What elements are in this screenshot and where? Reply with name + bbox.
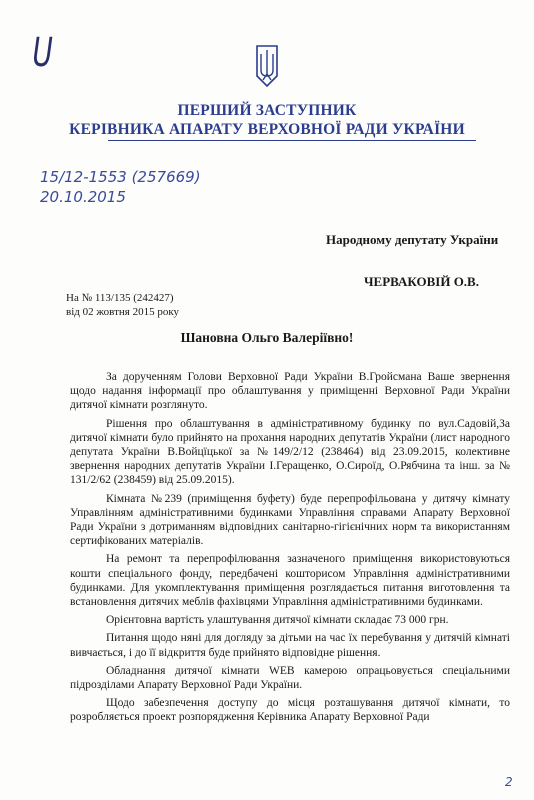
header-line-1: ПЕРШИЙ ЗАСТУПНИК	[177, 102, 357, 119]
addressee-title: Народному депутату України	[326, 232, 499, 247]
addressee-name: ЧЕРВАКОВІЙ О.В.	[364, 274, 479, 289]
registration-date: 20.10.2015	[40, 188, 126, 206]
registration-number: 15/12-1553 (257669)	[40, 168, 201, 186]
handwritten-mark: U	[32, 30, 53, 76]
header-line-2: КЕРІВНИКА АПАРАТУ ВЕРХОВНОЇ РАДИ УКРАЇНИ	[69, 121, 465, 138]
paragraph: Орієнтовна вартість улаштування дитячої кімнати складає 73 000 грн.	[106, 614, 449, 627]
greeting: Шановна Ольго Валеріївно!	[180, 330, 354, 345]
reference-number: На № 113/135 (242427)	[66, 292, 174, 304]
paragraph: Рішення про облаштування в адміністративному будинку по вул.Садовій,За дитячої кімнати було прийнято на прохання народних депутатів України (лист народного депутата України В.Войцїцької за №149/2/12 (238464) від 23.09.2015, колективне звернення народних депутатів України І.Геращенко, О.Сироїд, О.Рябчина та інш. за № 131/2/62 (238459) від 25.09.2015).	[70, 417, 510, 487]
paragraph: Кімната №239 (приміщення буфету) буде перепрофільована у дитячу кімнату Управлінням адміністративними будинками Управління справами Апарату Верховної Ради України з дотриманням відповідних санітарно-гігієнічних норм та використанням сертифікованих матеріалів.	[70, 492, 510, 548]
paragraph: На ремонт та перепрофілювання зазначеного приміщення використовуються кошти спеціального фонду, передбачені кошторисом Управління адміністративними будинками. Для укомплектування приміщення розглядається питання виготовлення та встановлення дитячих меблів фахівцями Управління адміністративними будинками.	[70, 553, 510, 609]
paragraph: Питання щодо няні для догляду за дітьми на час їх перебування у дитячій кімнаті вивчається, і до її відкриття буде прийнято відповідне рішення.	[70, 632, 510, 659]
paragraph: Обладнання дитячої кімнати WEB камерою опрацьовується спеціальними підрозділами Апарату Верховної Ради України.	[70, 664, 510, 692]
trident-emblem-icon	[254, 44, 280, 88]
paragraph: Щодо забезпечення доступу до місця розташування дитячої кімнати, то розробляється проект розпорядження Керівника Апарату Верховної Ради	[70, 697, 510, 724]
header-divider	[108, 140, 476, 141]
page-mark: 2	[505, 775, 513, 789]
letter-body	[70, 370, 510, 729]
paragraph: За дорученням Голови Верховної Ради України В.Гройсмана Ваше звернення щодо надання інформації про облаштування у приміщенні Верховної Ради України дитячої кімнати розглянуто.	[70, 371, 510, 412]
reference-date: від 02 жовтня 2015 року	[66, 306, 180, 318]
